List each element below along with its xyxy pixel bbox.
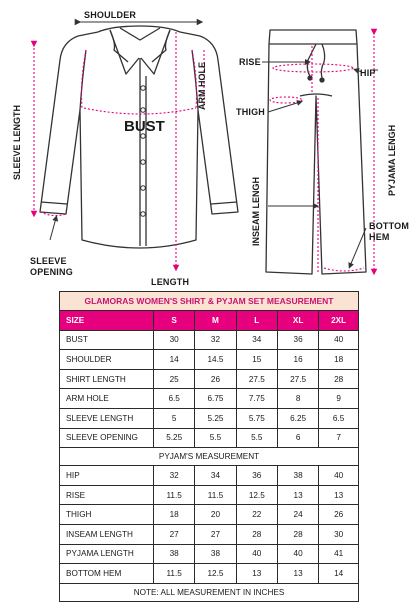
table-cell: 5.5 [195, 428, 236, 448]
table-row [60, 330, 359, 350]
table-cell: 13 [277, 564, 318, 584]
sleeve-length-label: SLEEVE LENGTH [12, 104, 22, 180]
table-note: NOTE: ALL MEASUREMENT IN INCHES [60, 583, 359, 601]
table-cell: 28 [319, 369, 359, 389]
table-header-row [60, 311, 359, 331]
table-cell: 6 [277, 428, 318, 448]
table-row [60, 505, 359, 525]
table-cell: 6.25 [277, 408, 318, 428]
table-cell: 14.5 [195, 350, 236, 370]
table-cell: 14 [154, 350, 195, 370]
inseam-length-label: INSEAM LENGH [251, 176, 261, 246]
row-label: SLEEVE LENGTH [60, 408, 154, 428]
garment-illustration [0, 0, 416, 288]
table-row [60, 524, 359, 544]
table-cell: 22 [236, 505, 277, 525]
table-title: GLAMORAS WOMEN'S SHIRT & PYJAM SET MEASUREMENT [60, 292, 359, 311]
shoulder-label: SHOULDER [84, 10, 137, 20]
pyjama-drawing [266, 30, 366, 274]
table-cell: 7.75 [236, 389, 277, 409]
table-cell: 12.5 [236, 485, 277, 505]
table-cell: 28 [236, 524, 277, 544]
sleeve-opening-label-line1: SLEEVE [30, 256, 67, 266]
row-label: RISE [60, 485, 154, 505]
bottom-hem-label-line1: BOTTOM [369, 221, 410, 231]
table-cell: 41 [319, 544, 359, 564]
table-row [60, 369, 359, 389]
header-cell-size: SIZE [60, 311, 154, 331]
table-cell: 40 [319, 330, 359, 350]
row-label: INSEAM LENGTH [60, 524, 154, 544]
table-cell: 38 [154, 544, 195, 564]
table-cell: 27 [154, 524, 195, 544]
table-cell: 34 [195, 466, 236, 486]
row-label: SLEEVE OPENING [60, 428, 154, 448]
table-cell: 25 [154, 369, 195, 389]
table-cell: 40 [236, 544, 277, 564]
header-cell-xl: XL [277, 311, 318, 331]
table-cell: 5.25 [154, 428, 195, 448]
table-cell: 5 [154, 408, 195, 428]
table-cell: 27 [195, 524, 236, 544]
table-cell: 26 [195, 369, 236, 389]
table-cell: 38 [277, 466, 318, 486]
table-cell: 12.5 [195, 564, 236, 584]
table-cell: 32 [195, 330, 236, 350]
table-cell: 24 [277, 505, 318, 525]
table-cell: 7 [319, 428, 359, 448]
table-cell: 28 [277, 524, 318, 544]
arm-hole-label: ARM HOLE [197, 62, 207, 110]
table-cell: 13 [319, 485, 359, 505]
table-row [60, 428, 359, 448]
row-label: BOTTOM HEM [60, 564, 154, 584]
row-label: SHIRT LENGTH [60, 369, 154, 389]
bottom-hem-label-line2: HEM [369, 232, 390, 242]
row-label: SHOULDER [60, 350, 154, 370]
sleeve-opening-label-line2: OPENING [30, 267, 73, 277]
header-cell-m: M [195, 311, 236, 331]
table-cell: 13 [236, 564, 277, 584]
length-label: LENGTH [151, 277, 190, 287]
thigh-label: THIGH [236, 107, 265, 117]
measurement-diagram [0, 0, 416, 288]
table-cell: 40 [277, 544, 318, 564]
pyjama-length-label: PYJAMA LENGH [387, 124, 397, 196]
table-row [60, 544, 359, 564]
shirt-buttons [141, 86, 146, 217]
row-label: HIP [60, 466, 154, 486]
table-cell: 30 [154, 330, 195, 350]
table-cell: 6.5 [319, 408, 359, 428]
table-title-row [60, 292, 359, 311]
table-cell: 6.5 [154, 389, 195, 409]
table-cell: 5.75 [236, 408, 277, 428]
table-cell: 6.75 [195, 389, 236, 409]
row-label: BUST [60, 330, 154, 350]
table-cell: 11.5 [195, 485, 236, 505]
table-cell: 32 [154, 466, 195, 486]
table-row [60, 466, 359, 486]
table-cell: 8 [277, 389, 318, 409]
table-cell: 38 [195, 544, 236, 564]
table-cell: 15 [236, 350, 277, 370]
table-cell: 27.5 [236, 369, 277, 389]
header-cell-l: L [236, 311, 277, 331]
note-row [60, 583, 359, 601]
table-cell: 30 [319, 524, 359, 544]
table-cell: 16 [277, 350, 318, 370]
table-cell: 5.5 [236, 428, 277, 448]
table-cell: 26 [319, 505, 359, 525]
table-cell: 18 [154, 505, 195, 525]
table-cell: 11.5 [154, 564, 195, 584]
rise-label: RISE [239, 57, 261, 67]
size-chart-table [59, 291, 359, 602]
header-cell-2xl: 2XL [319, 311, 359, 331]
table-row [60, 389, 359, 409]
table-cell: 11.5 [154, 485, 195, 505]
table-row [60, 408, 359, 428]
table-row [60, 350, 359, 370]
table-cell: 27.5 [277, 369, 318, 389]
table-cell: 13 [277, 485, 318, 505]
row-label: PYJAMA LENGTH [60, 544, 154, 564]
table-cell: 5.25 [195, 408, 236, 428]
table-cell: 9 [319, 389, 359, 409]
table-row [60, 564, 359, 584]
table-cell: 20 [195, 505, 236, 525]
header-cell-s: S [154, 311, 195, 331]
table-cell: 18 [319, 350, 359, 370]
table-cell: 34 [236, 330, 277, 350]
table-cell: 36 [277, 330, 318, 350]
row-label: ARM HOLE [60, 389, 154, 409]
bust-label: BUST [124, 118, 165, 135]
table-cell: 36 [236, 466, 277, 486]
section-title-row [60, 448, 359, 466]
table-cell: 40 [319, 466, 359, 486]
row-label: THIGH [60, 505, 154, 525]
shirt-drawing [40, 26, 238, 248]
hip-label: HIP [360, 68, 376, 78]
pyjama-section-title: PYJAM'S MEASUREMENT [60, 448, 359, 466]
table-cell: 14 [319, 564, 359, 584]
table-row [60, 485, 359, 505]
